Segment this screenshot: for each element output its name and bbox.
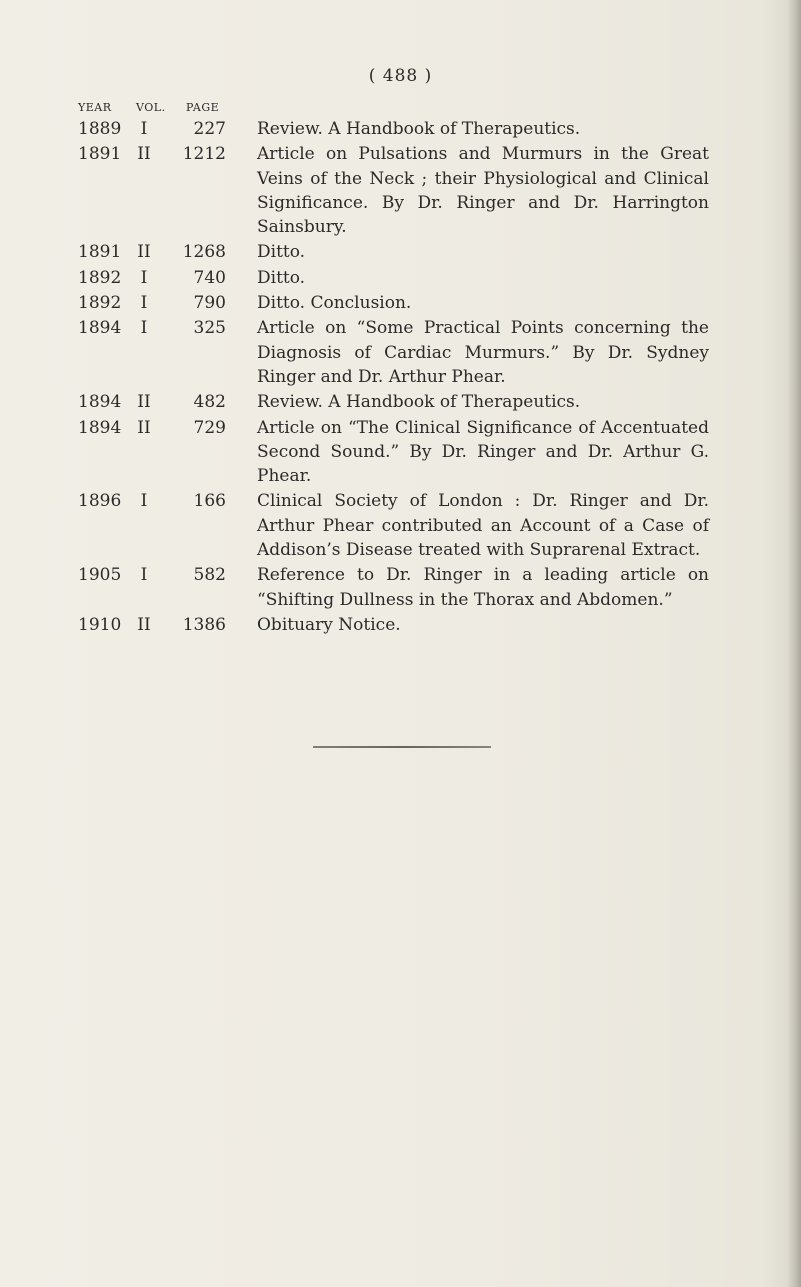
- entry-year: 1892: [78, 267, 122, 288]
- entry-page: 482: [193, 392, 226, 413]
- page-number: ( 488 ): [368, 66, 433, 86]
- entry-vol: I: [140, 267, 148, 288]
- list-item: [0, 416, 801, 489]
- list-item: [0, 240, 801, 264]
- entry-page: 1268: [182, 242, 226, 263]
- entry-text: Reference to Dr. Ringer in a leading article on “Shifting Dullness in the Thorax and Abdomen.”: [257, 565, 709, 610]
- list-item: [0, 489, 801, 562]
- entry-text: Review. A Handbook of Therapeutics.: [257, 392, 581, 413]
- entry-year: 1894: [78, 392, 122, 413]
- list-item: [0, 266, 801, 290]
- entry-page: 740: [193, 267, 226, 288]
- entry-page: 582: [193, 565, 226, 586]
- entry-text: Article on “The Clinical Significance of Accentuated Second Sound.” By Dr. Ringer and Dr. Arthur G. Phear.: [257, 417, 709, 487]
- entry-text: Ditto. Conclusion.: [257, 293, 412, 314]
- entry-page: 227: [193, 119, 226, 139]
- entry-text: Obituary Notice.: [257, 614, 401, 635]
- list-item: [0, 316, 801, 389]
- entry-vol: II: [137, 392, 151, 413]
- list-item: [0, 142, 801, 239]
- list-item: [0, 291, 801, 315]
- entry-vol: II: [137, 417, 151, 438]
- entry-page: 1386: [182, 614, 226, 635]
- entry-year: 1894: [78, 417, 122, 438]
- header-vol: VOL.: [136, 101, 166, 114]
- entry-text: Ditto.: [257, 242, 306, 263]
- entry-vol: I: [140, 491, 148, 512]
- entry-page: 729: [193, 417, 226, 438]
- entry-year: 1889: [78, 119, 122, 139]
- entry-year: 1894: [78, 318, 122, 339]
- entry-vol: I: [140, 565, 148, 586]
- column-headers: [0, 101, 801, 117]
- entry-page: 1212: [182, 144, 226, 165]
- entry-year: 1891: [78, 242, 122, 263]
- entry-text: Ditto.: [257, 267, 306, 288]
- entry-year: 1905: [78, 565, 122, 586]
- entry-vol: II: [137, 614, 151, 635]
- end-rule: [313, 746, 491, 748]
- entry-year: 1892: [78, 293, 122, 314]
- entry-year: 1896: [78, 491, 122, 512]
- entry-year: 1910: [78, 614, 122, 635]
- entry-page: 790: [193, 293, 226, 314]
- list-item: [0, 390, 801, 414]
- entry-year: 1891: [78, 144, 122, 165]
- entry-text: Clinical Society of London : Dr. Ringer and Dr. Arthur Phear contributed an Account of a Case of Addison’s Disease treated with Suprarenal Extract.: [257, 491, 709, 561]
- entry-vol: II: [137, 144, 151, 165]
- entry-vol: II: [137, 242, 151, 263]
- header-page: PAGE: [186, 101, 220, 114]
- list-item: [0, 613, 801, 637]
- entry-text: Review. A Handbook of Therapeutics.: [257, 119, 581, 139]
- entry-vol: I: [140, 318, 148, 339]
- entry-page: 166: [193, 491, 226, 512]
- entries-list: [0, 117, 801, 638]
- entry-text: Article on “Some Practical Points concerning the Diagnosis of Cardiac Murmurs.” By Dr. Sydney Ringer and Dr. Arthur Phear.: [257, 318, 709, 387]
- list-item: [0, 117, 801, 141]
- entry-page: 325: [193, 318, 226, 339]
- list-item: [0, 563, 801, 612]
- entry-vol: I: [140, 293, 148, 314]
- entry-vol: I: [140, 119, 148, 139]
- entry-text: Article on Pulsations and Murmurs in the Great Veins of the Neck ; their Physiological and Clinical Significance. By Dr. Ringer and Dr. Harrington Sainsbury.: [257, 144, 709, 238]
- header-year: YEAR: [78, 101, 112, 114]
